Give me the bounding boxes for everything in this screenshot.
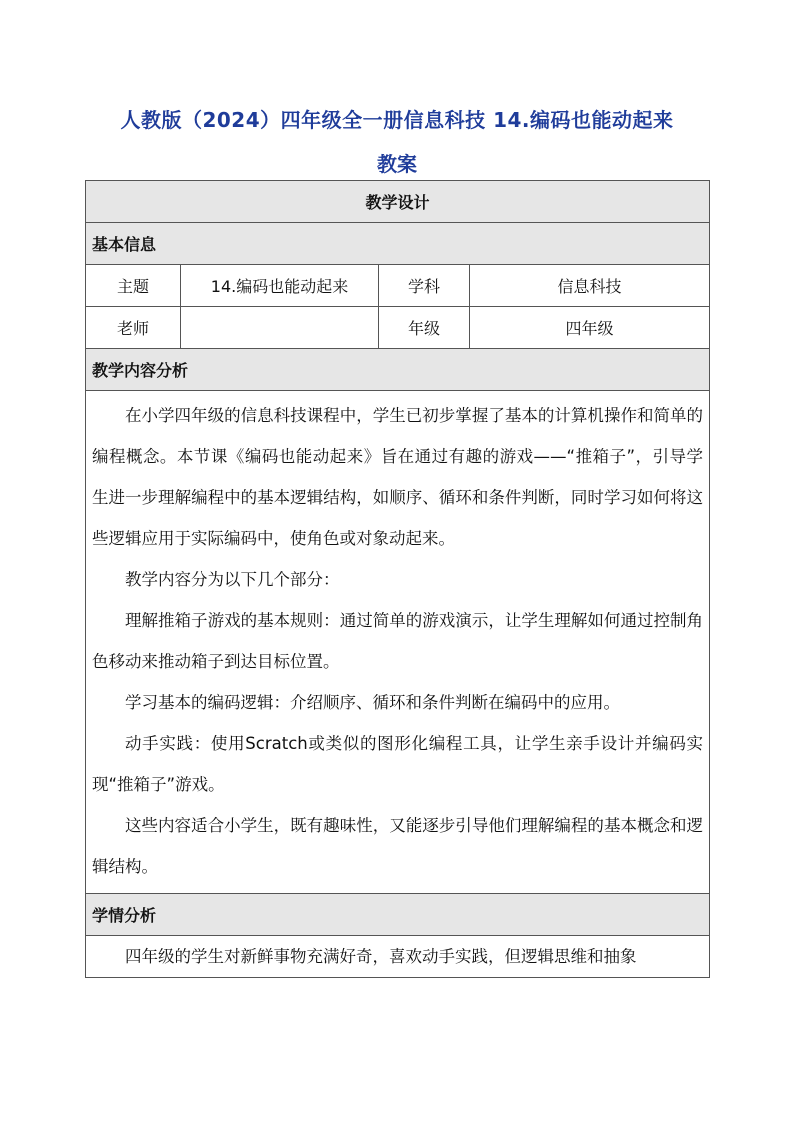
lesson-plan-table [85, 180, 710, 978]
table-row [86, 307, 710, 349]
document-subtitle: 教案 [377, 152, 417, 176]
paragraph: 学习基本的编码逻辑：介绍顺序、循环和条件判断在编码中的应用。 [125, 693, 620, 712]
paragraph: 这些内容适合小学生，既有趣味性，又能逐步引导他们理解编程的基本概念和逻辑结构。 [92, 816, 704, 876]
document-title: 人教版（2024）四年级全一册信息科技 14.编码也能动起来 [120, 108, 674, 132]
paragraph: 动手实践：使用Scratch或类似的图形化编程工具，让学生亲手设计并编码实现“推箱子”游戏。 [92, 734, 704, 794]
value-grade: 四年级 [470, 307, 710, 349]
section-heading-learner-analysis: 学情分析 [86, 894, 710, 936]
paragraph: 理解推箱子游戏的基本规则：通过简单的游戏演示，让学生理解如何通过控制角色移动来推动箱子到达目标位置。 [92, 611, 704, 671]
value-subject: 信息科技 [470, 265, 710, 307]
section-heading-basic-info: 基本信息 [86, 223, 710, 265]
label-teacher: 老师 [86, 307, 181, 349]
learner-analysis-body [86, 936, 710, 978]
table-row [86, 265, 710, 307]
table-header: 教学设计 [86, 181, 710, 223]
paragraph: 四年级的学生对新鲜事物充满好奇，喜欢动手实践，但逻辑思维和抽象 [125, 947, 637, 966]
content-analysis-body [86, 391, 710, 894]
value-topic: 14.编码也能动起来 [181, 265, 379, 307]
label-topic: 主题 [86, 265, 181, 307]
label-subject: 学科 [379, 265, 470, 307]
value-teacher [181, 307, 379, 349]
paragraph: 教学内容分为以下几个部分： [125, 570, 340, 589]
paragraph: 在小学四年级的信息科技课程中，学生已初步掌握了基本的计算机操作和简单的编程概念。本节课《编码也能动起来》旨在通过有趣的游戏——“推箱子”，引导学生进一步理解编程中的基本逻辑结构，如顺序、循环和条件判断，同时学习如何将这些逻辑应用于实际编码中，使角色或对象动起来。 [92, 406, 704, 548]
label-grade: 年级 [379, 307, 470, 349]
section-heading-content-analysis: 教学内容分析 [86, 349, 710, 391]
